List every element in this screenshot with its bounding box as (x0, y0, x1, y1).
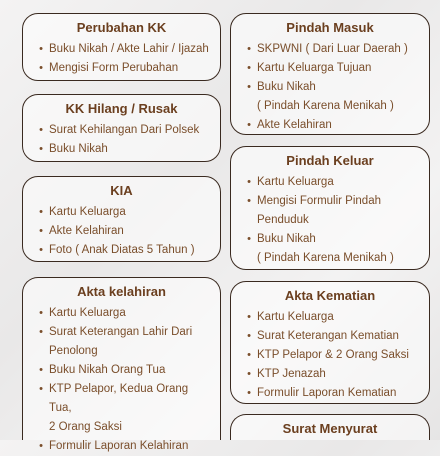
list-item: • Buku Nikah / Akte Lahir / Ijazah (33, 40, 210, 59)
requirement-list (241, 40, 419, 135)
bullet-icon: • (247, 233, 251, 245)
list-item: • Kartu Keluarga (241, 308, 419, 327)
requirement-list (33, 40, 210, 78)
list-item: • SKPWNI ( Dari Luar Daerah ) (241, 40, 419, 59)
bullet-icon: • (247, 81, 251, 93)
bullet-icon: • (39, 206, 43, 218)
card-kia (22, 176, 221, 262)
card-title: KIA (110, 183, 133, 198)
card-title: KK Hilang / Rusak (65, 101, 178, 116)
bullet-icon: • (247, 368, 251, 380)
bullet-icon: • (39, 143, 43, 155)
requirement-list (33, 304, 210, 456)
list-item: • Formulir Laporan Kelahiran (33, 437, 210, 456)
bullet-icon: • (39, 62, 43, 74)
list-item: • KTP Pelapor & 2 Orang Saksi (241, 346, 419, 365)
list-item: • KTP Pelapor, Kedua Orang Tua, 2 Orang Saksi (33, 380, 210, 437)
card-akta-kelahiran (22, 277, 221, 452)
bullet-icon: • (39, 244, 43, 256)
bullet-icon: • (247, 119, 251, 131)
bullet-icon: • (247, 330, 251, 342)
list-item: • Kartu Keluarga (33, 203, 210, 222)
bullet-icon: • (39, 124, 43, 136)
bullet-icon: • (247, 62, 251, 74)
bullet-icon: • (247, 176, 251, 188)
bullet-icon: • (39, 43, 43, 55)
requirement-list (33, 203, 210, 260)
bullet-icon: • (39, 307, 43, 319)
card-title: Akta Kematian (284, 288, 376, 303)
list-item: • KTP Jenazah (241, 365, 419, 384)
list-item: • Surat Keterangan Lahir Dari Penolong (33, 323, 210, 361)
card-surat-menyurat (230, 414, 430, 440)
card-pindah-masuk (230, 13, 430, 135)
bullet-icon: • (247, 195, 251, 207)
list-item: • Akte Kelahiran (241, 116, 419, 135)
bullet-icon: • (39, 364, 43, 376)
card-title: Surat Menyurat (282, 421, 378, 436)
bullet-icon: • (39, 440, 43, 452)
card-akta-kematian (230, 281, 430, 404)
list-item: • Surat Kehilangan Dari Polsek (33, 121, 210, 140)
list-item: • Kartu Keluarga Tujuan (241, 59, 419, 78)
card-title: Pindah Masuk (286, 20, 374, 35)
requirement-list (33, 121, 210, 159)
list-item: • Kartu Keluarga (33, 304, 210, 323)
card-kk-hilang (22, 94, 221, 162)
list-item: • Buku Nikah Orang Tua (33, 361, 210, 380)
list-item: • Surat Keterangan Kematian (241, 327, 419, 346)
list-item: • Foto ( Anak Diatas 5 Tahun ) (33, 241, 210, 260)
list-item: • Buku Nikah ( Pindah Karena Menikah ) (241, 78, 419, 116)
bullet-icon: • (39, 326, 43, 338)
bullet-icon: • (39, 225, 43, 237)
card-title: Akta kelahiran (77, 284, 166, 299)
bullet-icon: • (39, 383, 43, 395)
card-title: Perubahan KK (76, 20, 167, 35)
list-item: • Akte Kelahiran (33, 222, 210, 241)
requirement-list (241, 308, 419, 403)
bullet-icon: • (247, 387, 251, 399)
list-item: • Buku Nikah ( Pindah Karena Menikah ) (241, 230, 419, 268)
list-item: • Mengisi Form Perubahan (33, 59, 210, 78)
list-item: • Kartu Keluarga (241, 173, 419, 192)
list-item: • Formulir Laporan Kematian (241, 384, 419, 403)
requirement-list (241, 173, 419, 268)
card-title: Pindah Keluar (286, 153, 374, 168)
bullet-icon: • (247, 311, 251, 323)
list-item: • Mengisi Formulir Pindah Penduduk (241, 192, 419, 230)
card-pindah-keluar (230, 146, 430, 270)
card-perubahan-kk (22, 13, 221, 81)
list-item: • Buku Nikah (33, 140, 210, 159)
bullet-icon: • (247, 349, 251, 361)
bullet-icon: • (247, 43, 251, 55)
